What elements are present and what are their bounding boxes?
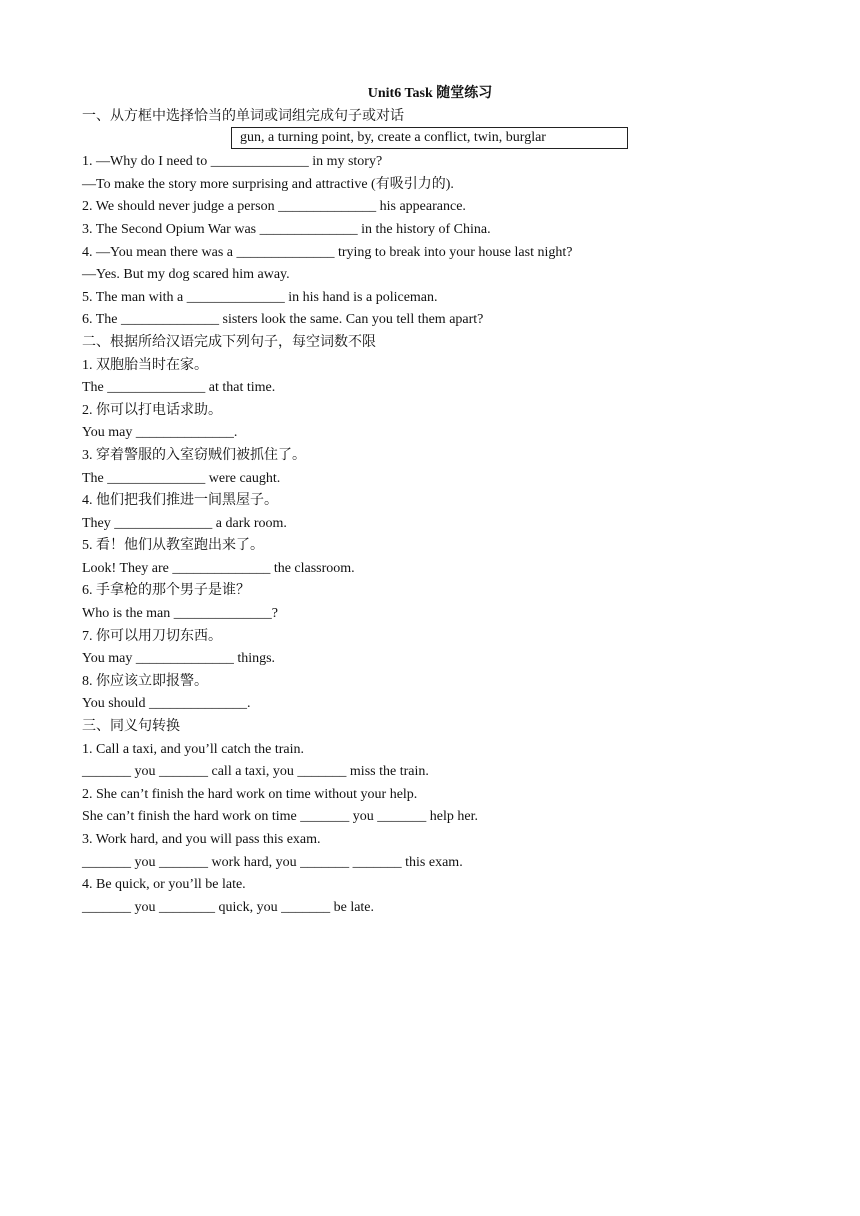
s2-line: You may ______________. bbox=[82, 425, 238, 441]
s2-line: 2. 你可以打电话求助。 bbox=[82, 402, 222, 418]
s1-line: 4. —You mean there was a ______________ trying to break into your house last night? bbox=[82, 244, 573, 260]
page-title: Unit6 Task 随堂练习 bbox=[367, 86, 493, 101]
worksheet-content bbox=[82, 106, 782, 919]
s1-line: 5. The man with a ______________ in his hand is a policeman. bbox=[82, 289, 438, 305]
s2-line: You may ______________ things. bbox=[82, 651, 276, 667]
s2-line: The ______________ were caught. bbox=[82, 470, 281, 486]
section-2-heading: 二、根据所给汉语完成下列句子，每空词数不限 bbox=[82, 334, 376, 350]
s2-line: 5. 看！他们从教室跑出来了。 bbox=[82, 538, 264, 554]
s2-line: 7. 你可以用刀切东西。 bbox=[82, 628, 222, 644]
word-bank-spacer bbox=[82, 129, 782, 152]
section-1-heading: 一、从方框中选择恰当的单词或词组完成句子或对话 bbox=[82, 109, 404, 124]
s2-line: You should ______________. bbox=[82, 696, 251, 712]
s1-line: 6. The ______________ sisters look the same. Can you tell them apart? bbox=[82, 312, 484, 328]
s3-line: 4. Be quick, or you’ll be late. bbox=[82, 877, 246, 893]
s2-line: 3. 穿着警服的入室窃贼们被抓住了。 bbox=[82, 447, 306, 463]
s2-line: The ______________ at that time. bbox=[82, 380, 276, 396]
s2-line: They ______________ a dark room. bbox=[82, 515, 287, 531]
s2-line: 6. 手拿枪的那个男子是谁？ bbox=[82, 583, 250, 599]
s2-line: 8. 你应该立即报警。 bbox=[82, 673, 208, 689]
s1-line: —Yes. But my dog scared him away. bbox=[82, 267, 290, 283]
s3-line: 3. Work hard, and you will pass this exam. bbox=[82, 832, 321, 847]
s2-line: Who is the man ______________? bbox=[82, 606, 278, 622]
s2-line: 4. 他们把我们推进一间黑屋子。 bbox=[82, 493, 278, 509]
s1-line: —To make the story more surprising and attractive (有吸引力的). bbox=[82, 176, 454, 192]
s3-line: _______ you ________ quick, you _______ be late. bbox=[82, 899, 375, 915]
s1-line: 2. We should never judge a person ______________ his appearance. bbox=[82, 199, 466, 215]
s3-line: 1. Call a taxi, and you’ll catch the train. bbox=[82, 741, 304, 757]
s3-line: _______ you _______ call a taxi, you _______ miss the train. bbox=[82, 764, 429, 780]
section-3-heading: 三、同义句转换 bbox=[82, 719, 180, 735]
s3-line: 2. She can’t finish the hard work on time without your help. bbox=[82, 786, 418, 802]
s1-line: 1. —Why do I need to ______________ in my story? bbox=[82, 154, 383, 170]
word-bank-box: gun, a turning point, by, create a conflict, twin, burglar bbox=[231, 127, 628, 149]
s2-line: Look! They are ______________ the classroom. bbox=[82, 560, 355, 576]
s1-line: 3. The Second Opium War was ______________ in the history of China. bbox=[82, 221, 491, 237]
s3-line: She can’t finish the hard work on time _______ you _______ help her. bbox=[82, 809, 478, 825]
s2-line: 1. 双胞胎当时在家。 bbox=[82, 357, 208, 373]
s3-line: _______ you _______ work hard, you _______ _______ this exam. bbox=[82, 854, 463, 870]
